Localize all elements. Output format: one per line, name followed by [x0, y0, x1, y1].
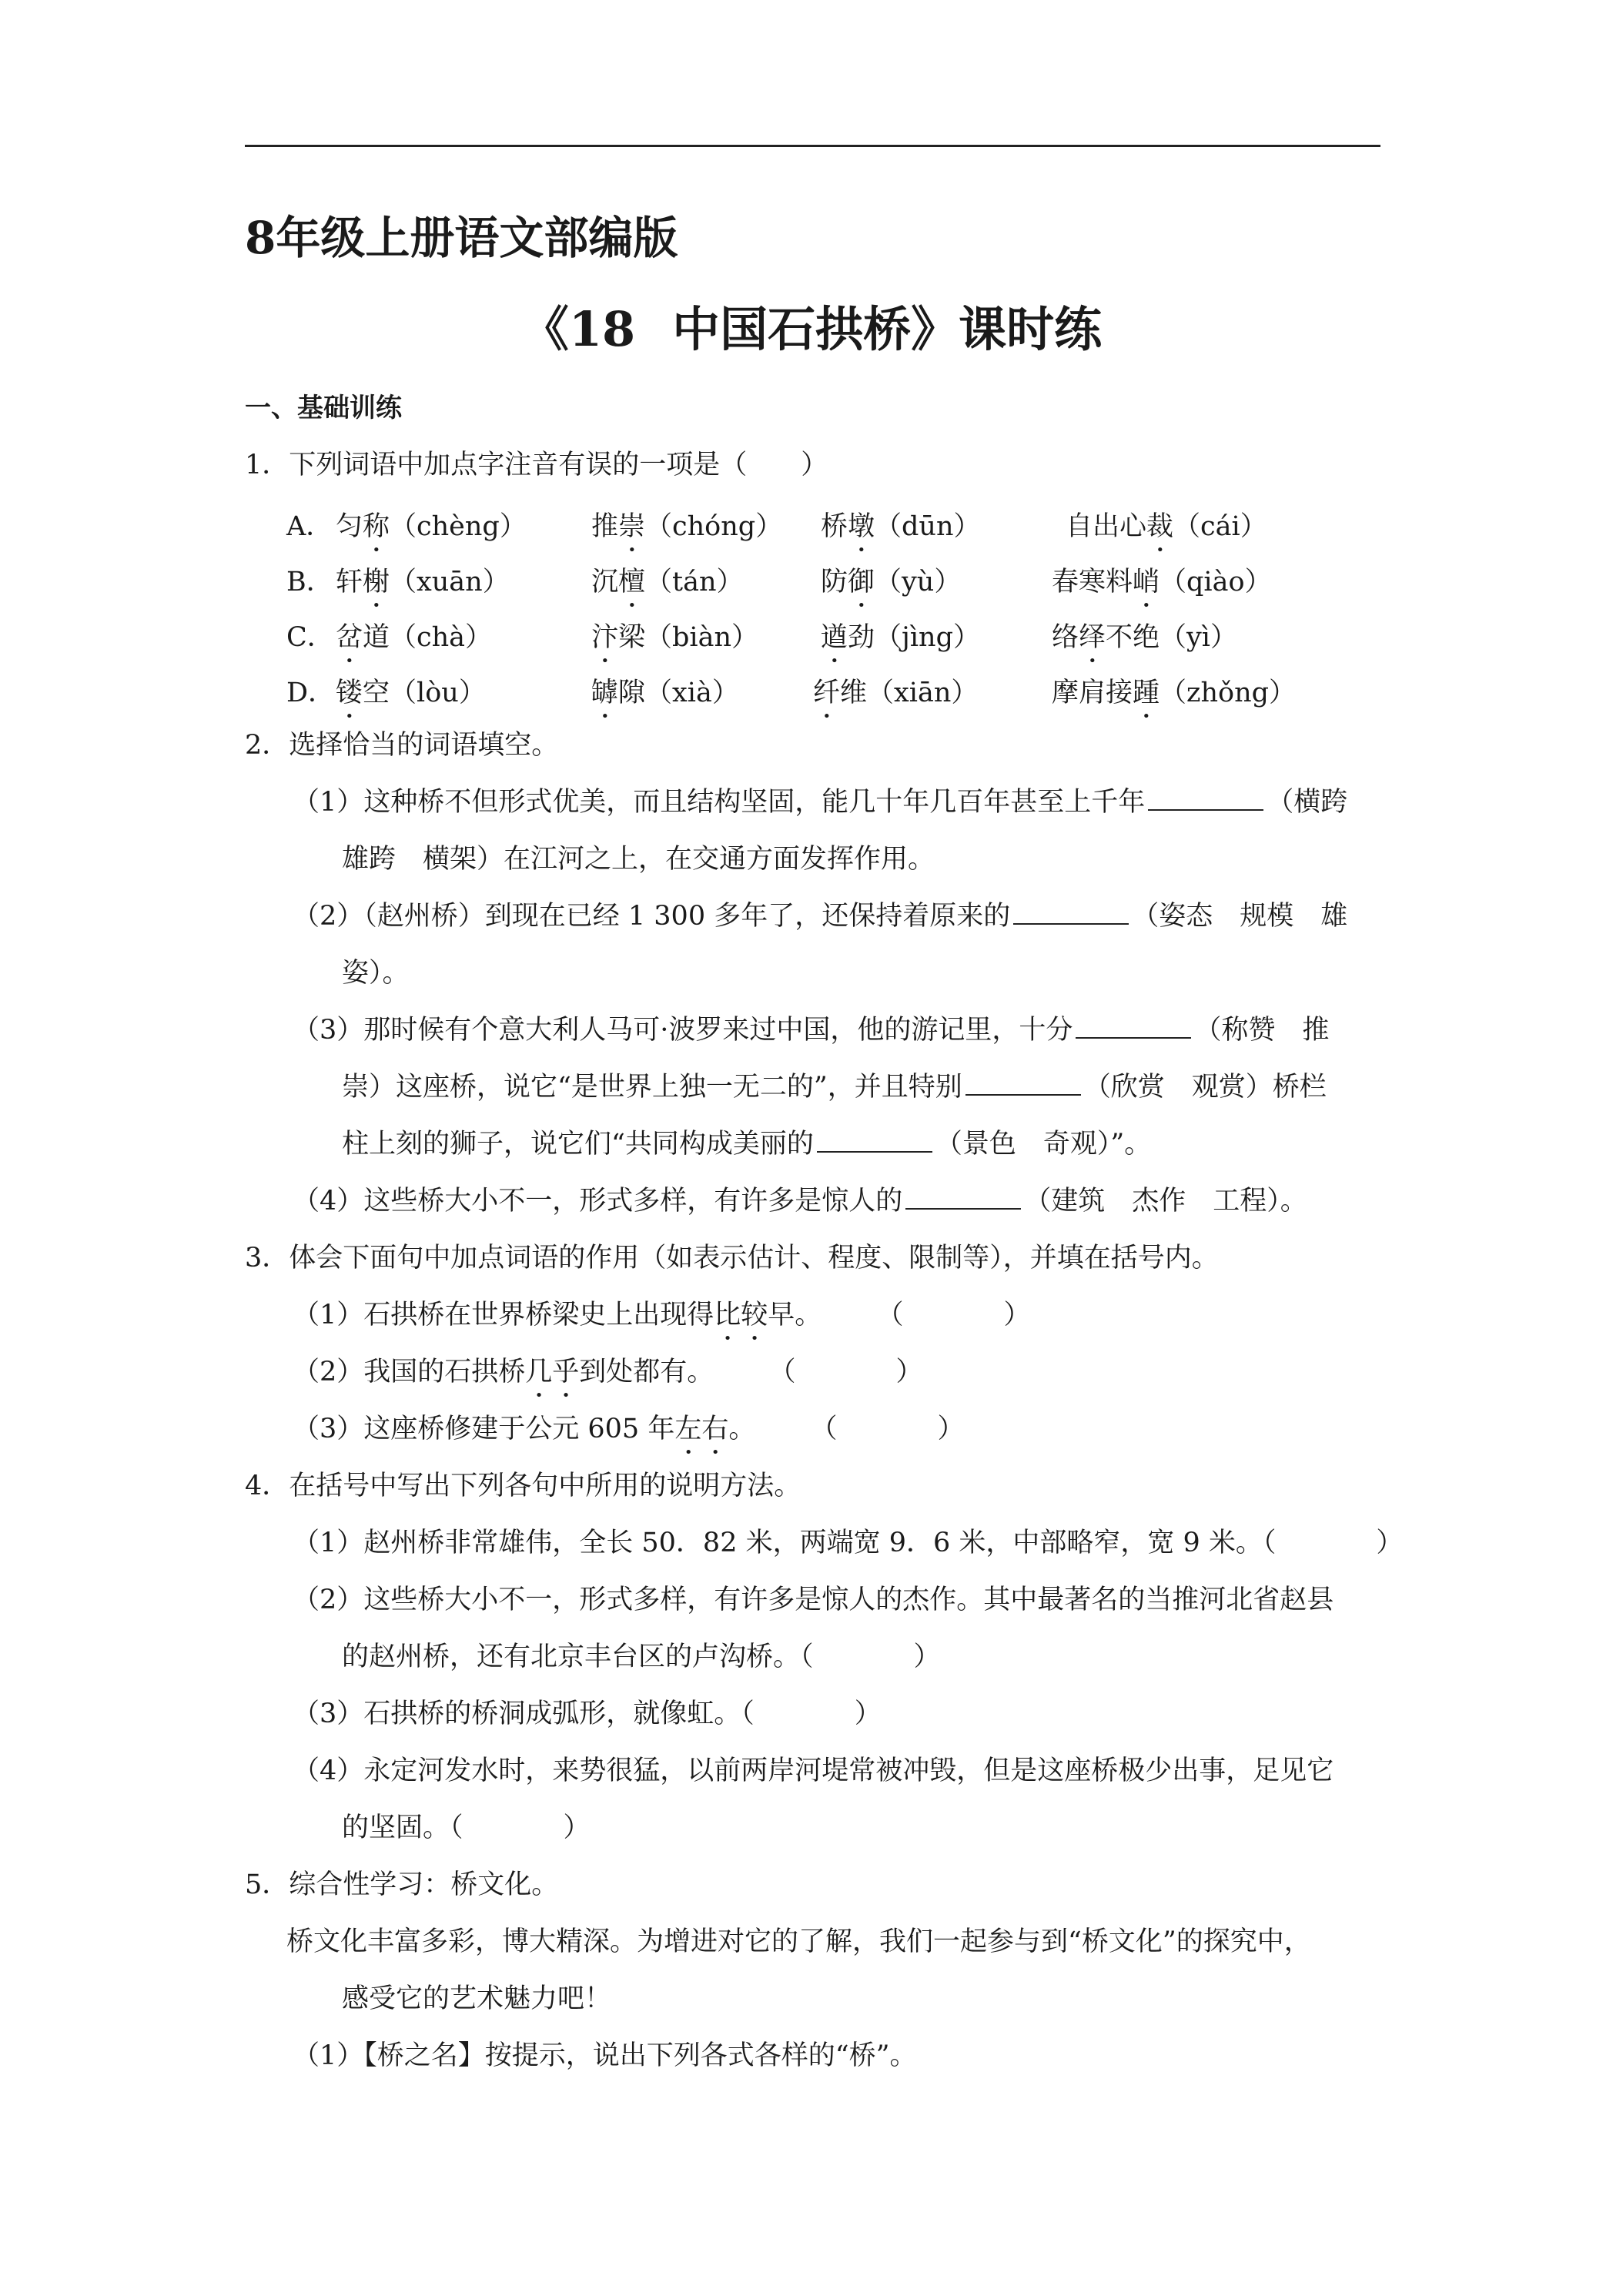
- grade-heading: 8年级上册语文部编版: [245, 212, 678, 264]
- question-2-stem: 2．选择恰当的词语填空。: [245, 730, 559, 761]
- answer-blank[interactable]: [1076, 1014, 1191, 1039]
- question-4-sentence-4: （4）永定河发水时，来势很猛，以前两岸河堤常被冲毁，但是这座桥极少出事，足见它: [293, 1755, 1334, 1786]
- option-b-item-2: 沉檀（tán）: [591, 567, 744, 597]
- title-text: 中国石拱桥》课时练: [672, 301, 1103, 357]
- option-a-item-4: 自出心裁（cái）: [1066, 511, 1267, 542]
- question-4-sentence-3: （3）石拱桥的桥洞成弧形，就像虹。（ ）: [293, 1695, 882, 1732]
- title-number: 《18: [520, 301, 636, 357]
- option-b-item-4: 春寒料峭（qiào）: [1052, 567, 1272, 597]
- answer-blank[interactable]: [814, 1638, 914, 1675]
- option-a-item-1: 匀称（chèng）: [336, 511, 527, 542]
- question-2-part-3-cont2: 柱上刻的狮子，说它们“共同构成美丽的 （景色 奇观）”。: [342, 1129, 1152, 1160]
- answer-blank[interactable]: [795, 1354, 895, 1391]
- question-3-sentence-3: （3）这座桥修建于公元 605 年左右。 （ ）: [293, 1411, 965, 1461]
- answer-blank[interactable]: [903, 1297, 1003, 1334]
- option-d-item-4: 摩肩接踵（zhǒng）: [1052, 678, 1297, 708]
- question-4-sentence-2: （2）这些桥大小不一，形式多样，有许多是惊人的杰作。其中最著名的当推河北省赵县: [293, 1585, 1334, 1615]
- question-3-sentence-1: （1）石拱桥在世界桥梁史上出现得比较早。 （ ）: [293, 1297, 1030, 1347]
- question-1-stem: 1．下列词语中加点字注音有误的一项是（ ）: [245, 450, 828, 480]
- question-2-part-2-cont: 姿）。: [342, 958, 410, 989]
- question-2-part-2: （2）（赵州桥）到现在已经 1 300 多年了，还保持着原来的 （姿态 规模 雄: [293, 901, 1348, 932]
- option-b-label: B．: [286, 567, 333, 597]
- question-4-sentence-2-cont: 的赵州桥，还有北京丰台区的卢沟桥。（ ）: [342, 1638, 941, 1675]
- page-title: [0, 291, 1623, 360]
- answer-blank[interactable]: [817, 1128, 932, 1153]
- option-b-item-1: 轩榭（xuān）: [336, 567, 510, 597]
- answer-blank[interactable]: [1013, 900, 1129, 925]
- option-c-item-2: 汴梁（biàn）: [591, 622, 759, 653]
- question-4-stem: 4．在括号中写出下列各句中所用的说明方法。: [245, 1471, 801, 1501]
- option-c-item-3: 遒劲（jìng）: [821, 622, 981, 653]
- question-2-part-3: （3）那时候有个意大利人马可·波罗来过中国，他的游记里，十分 （称赞 推: [293, 1015, 1330, 1046]
- option-c-item-1: 岔道（chà）: [336, 622, 493, 653]
- option-d-item-1: 镂空（lòu）: [336, 678, 486, 708]
- option-c-item-4: 络绎不绝（yì）: [1052, 622, 1237, 653]
- answer-blank[interactable]: [463, 1809, 564, 1846]
- answer-blank[interactable]: [755, 1695, 855, 1732]
- option-c-label: C．: [286, 622, 334, 653]
- option-d-item-3: 纤维（xiān）: [813, 678, 979, 708]
- section-heading: 一、基础训练: [245, 393, 402, 423]
- answer-blank[interactable]: [905, 1185, 1021, 1210]
- question-3-sentence-2: （2）我国的石拱桥几乎到处都有。 （ ）: [293, 1354, 922, 1404]
- option-d-item-2: 罅隙（xià）: [591, 678, 739, 708]
- answer-blank[interactable]: [838, 1411, 938, 1448]
- option-a-item-2: 推崇（chóng）: [591, 511, 783, 542]
- question-2-part-1-cont: 雄跨 横架）在江河之上，在交通方面发挥作用。: [342, 844, 935, 875]
- answer-blank[interactable]: [965, 1071, 1081, 1096]
- question-5-stem: 5．综合性学习：桥文化。: [245, 1869, 559, 1900]
- answer-blank[interactable]: [1276, 1525, 1376, 1561]
- question-2-part-3-cont: 崇）这座桥，说它“是世界上独一无二的”，并且特别 （欣赏 观赏）桥栏: [342, 1072, 1327, 1103]
- option-a-item-3: 桥墩（dūn）: [821, 511, 981, 542]
- question-4-sentence-1: （1）赵州桥非常雄伟，全长 50．82 米，两端宽 9．6 米，中部略窄，宽 9 米。（ ）: [293, 1525, 1403, 1561]
- option-b-item-3: 防御（yù）: [821, 567, 962, 597]
- question-2-part-4: （4）这些桥大小不一，形式多样，有许多是惊人的 （建筑 杰作 工程）。: [293, 1186, 1307, 1217]
- question-2-part-1: （1）这种桥不但形式优美，而且结构坚固，能几十年几百年甚至上千年 （横跨: [293, 787, 1348, 818]
- question-4-sentence-4-cont: 的坚固。（ ）: [342, 1809, 591, 1846]
- header-rule: [245, 145, 1380, 147]
- question-5-part-1: （1）【桥之名】按提示，说出下列各式各样的“桥”。: [293, 2040, 917, 2071]
- question-5-intro: 桥文化丰富多彩，博大精深。为增进对它的了解，我们一起参与到“桥文化”的探究中，: [286, 1926, 1311, 1957]
- answer-blank[interactable]: [1148, 786, 1263, 811]
- question-3-stem: 3．体会下面句中加点词语的作用（如表示估计、程度、限制等），并填在括号内。: [245, 1243, 1219, 1274]
- option-a-label: A．: [286, 511, 333, 542]
- option-d-label: D．: [286, 678, 336, 708]
- question-5-intro-cont: 感受它的艺术魅力吧！: [342, 1983, 612, 2014]
